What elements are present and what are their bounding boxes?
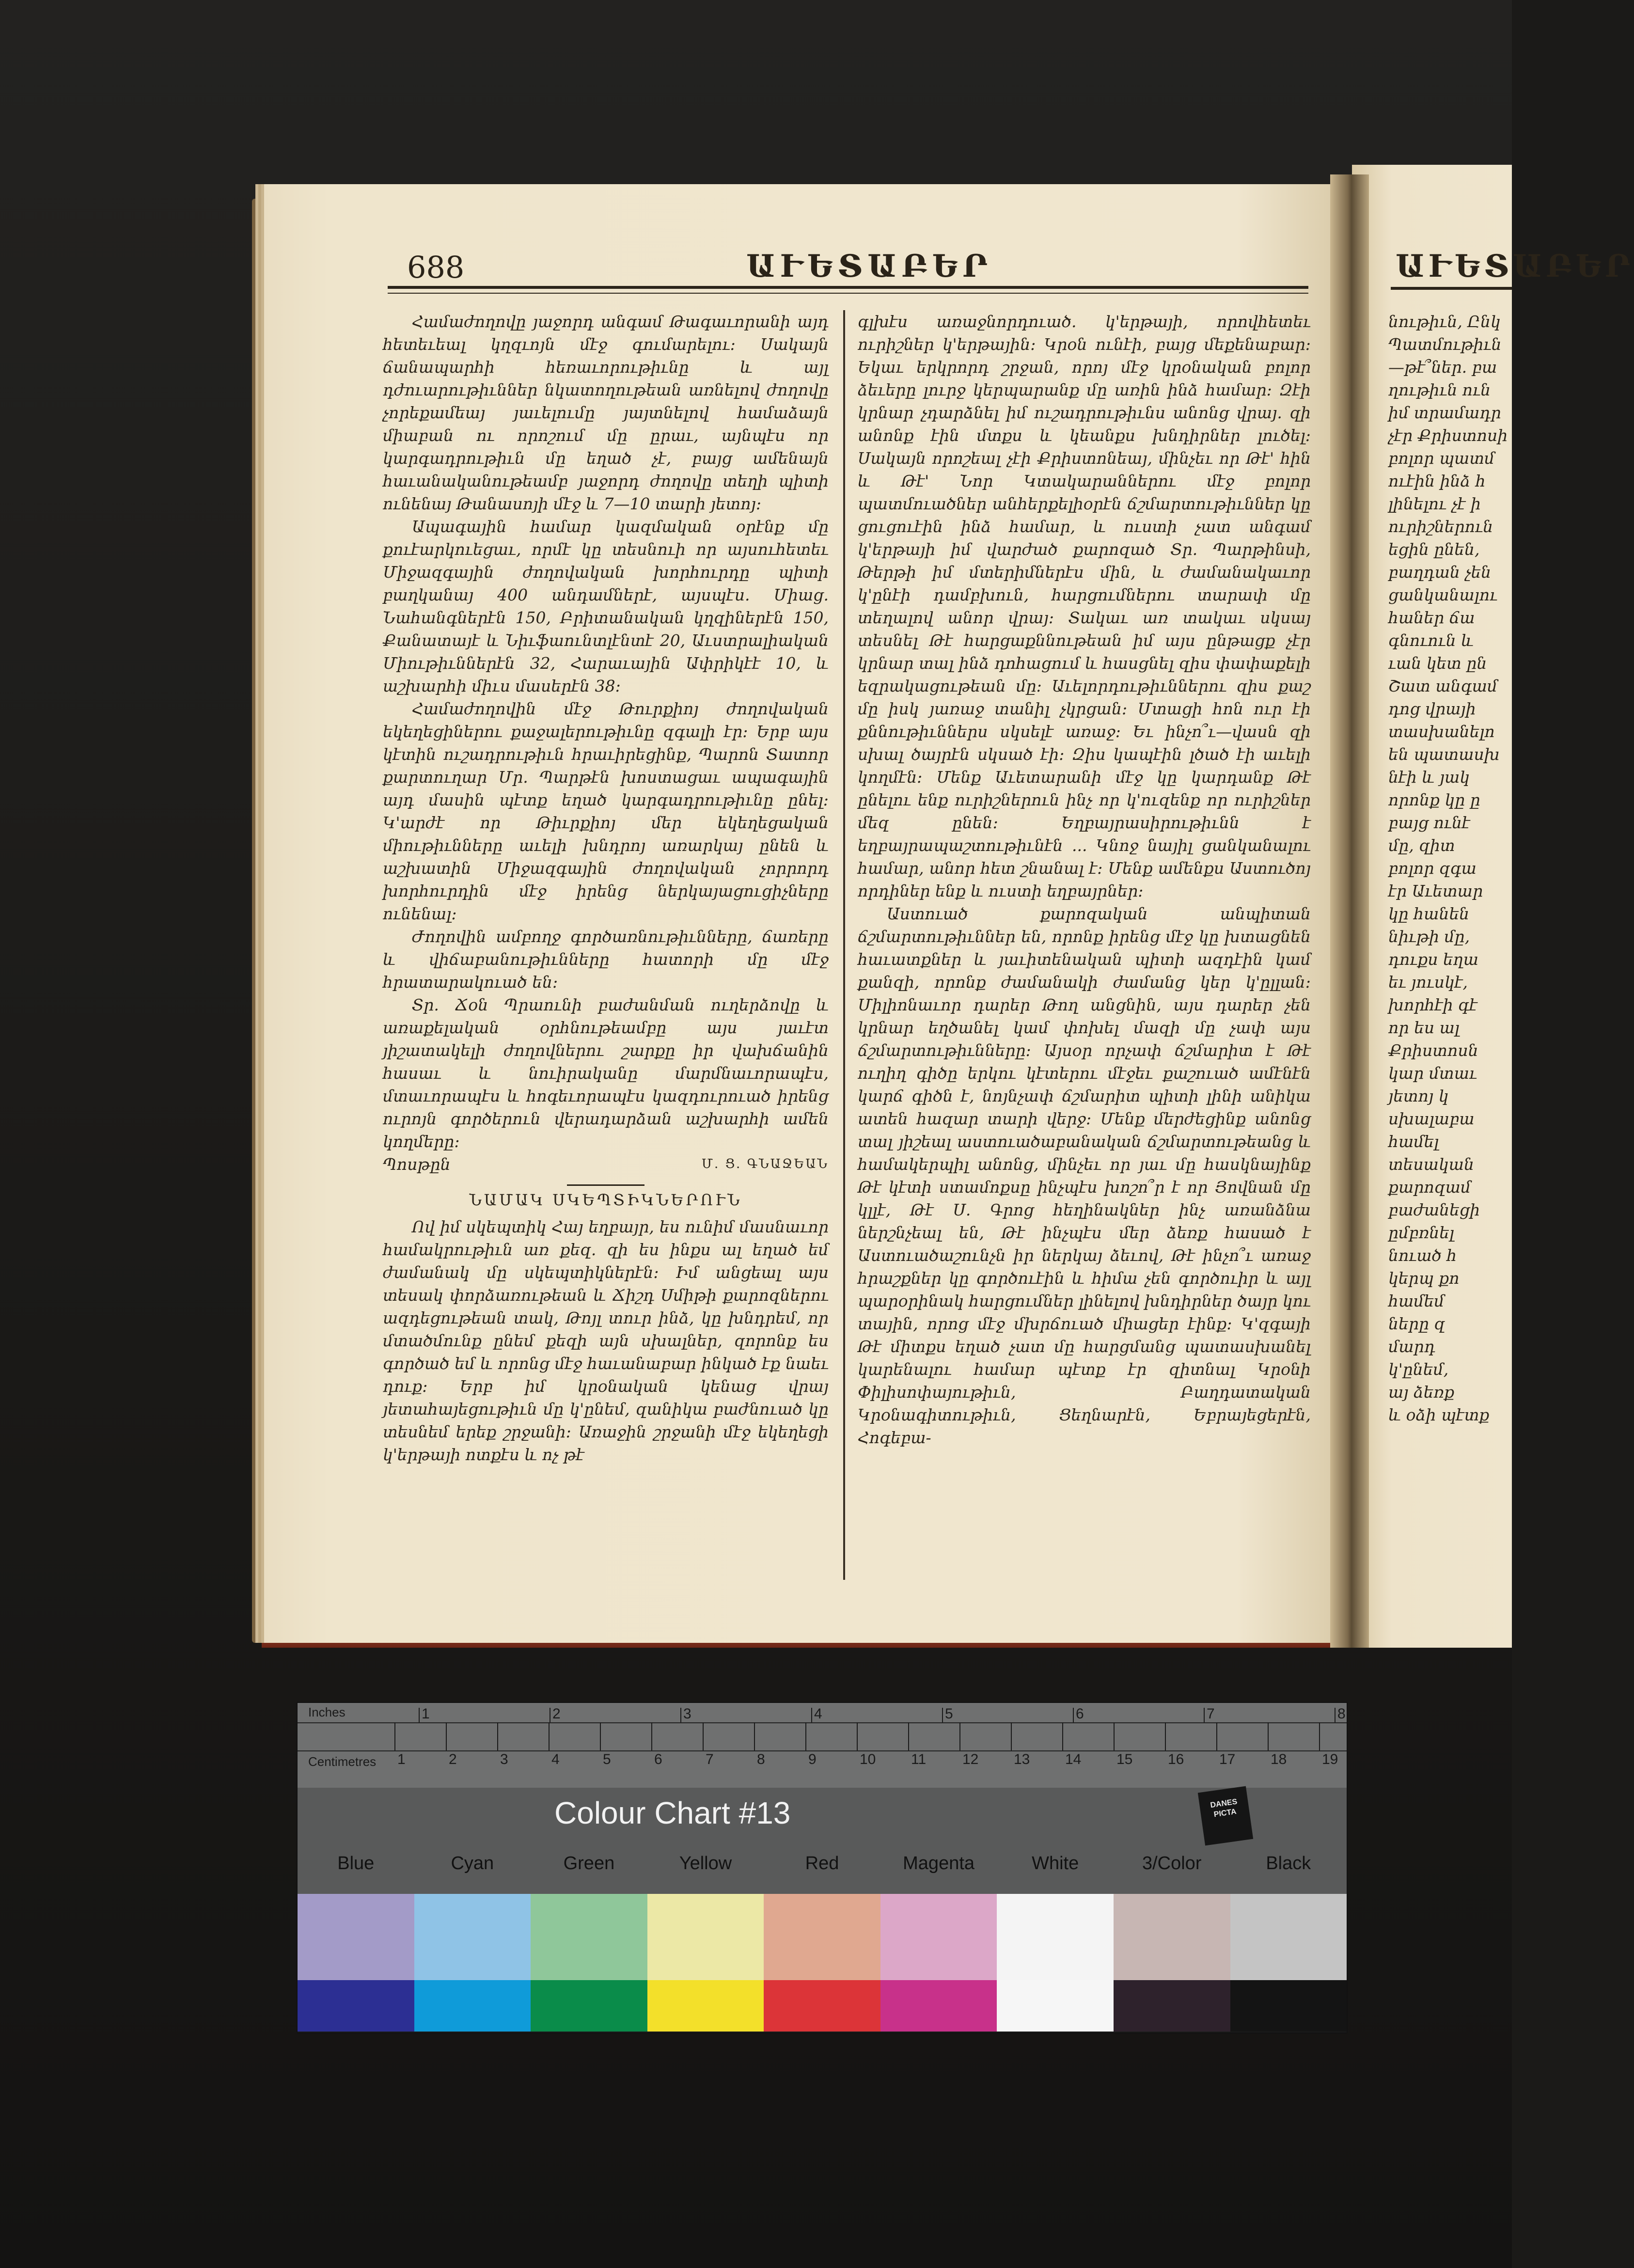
colour-swatch [531, 1894, 647, 1980]
cm-number: 3 [500, 1751, 508, 1767]
cm-tick [446, 1722, 447, 1750]
page-number: 688 [407, 250, 465, 285]
swatch-label: Blue [337, 1853, 375, 1874]
column-divider [843, 310, 845, 1580]
text-line: կար մտաւ [1388, 1064, 1477, 1083]
cm-tick [908, 1722, 909, 1750]
text-line: են պատասխ [1388, 745, 1500, 764]
text-line: դոց վրայի [1388, 699, 1476, 718]
inch-number: 6 [1076, 1706, 1084, 1722]
text-line: ները զ [1388, 1314, 1445, 1333]
cm-number: 5 [603, 1751, 611, 1767]
ruler-line [298, 1722, 1347, 1723]
cm-tick [805, 1722, 806, 1750]
text-line: խորհէի գէ [1388, 995, 1477, 1014]
text-line: դուքս եղա [1388, 950, 1479, 969]
inch-tick [1073, 1708, 1074, 1722]
colour-swatch [764, 1894, 880, 1980]
text-line: որ ես ալ [1388, 1018, 1460, 1037]
text-line: ըմբռնել [1388, 1223, 1455, 1242]
cm-tick [549, 1722, 550, 1750]
cm-tick [754, 1722, 755, 1750]
cm-number: 16 [1168, 1751, 1184, 1767]
colour-swatch [298, 1894, 414, 1980]
inch-number: 1 [422, 1706, 430, 1722]
text-line: բաղդան չեն [1388, 563, 1492, 582]
colour-swatch [764, 1980, 880, 2032]
swatch-label: Black [1266, 1853, 1311, 1874]
inch-tick [942, 1708, 943, 1722]
header-rule [388, 286, 1308, 294]
text-line: որոնք կը ը [1388, 790, 1480, 809]
colour-swatch [1114, 1894, 1230, 1980]
inch-number: 3 [683, 1706, 691, 1722]
cm-number: 1 [397, 1751, 406, 1767]
paragraph: Ով իմ սկեպտիկ Հայ եղբայր, ես ունիմ մասնաւոր համակրութիւն առ քեզ. զի ես ինքս ալ եղած եմ ժամանակ մը սկեպտիկներէն։ Իմ անցեալ այս տեսակ փորձառութեան և Ճիշդ Սմիթի քարոզներու ազդեցութեան տակ, Թոյլ տուր ինձ, կը խնդրեմ, որ մտածմունք ընեմ քեզի այն սխալներ, զորոնք ես գործած եմ և որոնց մէջ հաւանաբար ինկած էք նաեւ դուք։ Երբ իմ կրօնական կենաց վրայ յետահայեցութիւն մը կ'ընեմ, զանիկա բաժնուած կը տեսնեմ երեք շրջանի։ Առաջին շրջանի մէջ եկեղեցի կ'երթայի ոտքէս և ոչ թէ [383, 1217, 829, 1464]
paragraph: գլխէս առաջնորդուած. կ'երթայի, որովհետեւ ուրիշներ կ'երթային։ Կրօն ունէի, բայց մեքենաբար։ Եկաւ երկրորդ շրջան, որոյ մէջ կրօնական բոլոր ձեւերը լուրջ կերպարանք մը առին ինձ համար։ Զէի կրնար չդարձնել իմ ուշադրութիւնս անոնց վրայ. զի անոնք էին մտքս և կեանքս խնդիրներ լուծել։ Սակայն որոշեալ չէի Քրիստոնեայ, մինչեւ որ Թէ' հին և Թէ' Նոր Կտակարաններու մէջ բոլոր պատմուածներ անհերքելիօրէն ճշմարտութիւններ կը ցուցուէին ինձ համար, և ուստի չատ անգամ կ'երթայի իմ վարժած քարոզած Տր. Պարթինսի, Թերթի իմ մտերիմներէս մին, և ժամանակաւոր կ'ընէի դամբխուն, հարցումներու տարափ մը տեղալով անոր վրայ։ Տակաւ առ տակաւ սկսայ տեսնել Թէ հարցաքննութեան իմ այս ընթացք չէր կրնար տալ ինձ դոհացում և հասցնել զիս փափաքելի եզրակացութեան մը։ Աւելորդութիւններու զիս քաշ մը իսկ յառաջ տանիլ չկրցան։ Մտացի հոն ուր էի քննութիւններս սկսելէ առաջ։ Եւ ինչո՞ւ—վասն զի սխալ ծայրէն սկսած էի։ Զիս կապէին լծած էի աւելի կողմէն։ Մենք Աւետարանի մէջ կը կարդանք Թէ ընելու ենք ուրիշներուն ինչ որ կ'ուզենք որ ուրիշներ մեզ ընեն։ Եղբայրասիրութիւնն է եղբայրապաշտութիւնէն ... Կնոջ նայիլ ցանկանալու համար, անոր հետ շնանալ է։ Մենք ամենքս Աստուծոյ որդիներ ենք և ուստի եղբայրներ։ [858, 312, 1311, 900]
text-line: չէր Քրիստոսի [1388, 426, 1508, 445]
swatch-label: 3/Color [1142, 1853, 1202, 1874]
cm-number: 2 [449, 1751, 457, 1767]
cm-number: 9 [808, 1751, 817, 1767]
text-line: ուէին ինձ հ [1388, 472, 1486, 490]
text-line: Քրիստոսն [1388, 1041, 1478, 1060]
cm-number: 15 [1116, 1751, 1133, 1767]
swatch-row-dark [298, 1980, 1347, 2032]
colour-chart [297, 1702, 1348, 2033]
running-title: ԱՒԵՏԱԲԵՐ [746, 248, 992, 284]
inch-number: 7 [1207, 1706, 1215, 1722]
text-line: նութիւն, Ընկ [1388, 312, 1501, 331]
right-page-text-fragments [1388, 310, 1514, 1426]
cm-tick [1011, 1722, 1012, 1750]
text-line: բաժանեցի [1388, 1200, 1480, 1219]
book-gutter [1330, 174, 1369, 1648]
cm-number: 12 [962, 1751, 979, 1767]
text-line: կ'ընեմ, [1388, 1360, 1449, 1379]
chart-logo: DANES PICTA [1198, 1786, 1253, 1846]
cm-number: 17 [1219, 1751, 1236, 1767]
text-line: տասխանելո [1388, 722, 1495, 741]
text-line: էր Աւետար [1388, 882, 1483, 900]
paragraph: Ժողովին ամբողջ գործառնութիւնները, ճառերը և վիճաբանութիւնները հատորի մը մէջ հրատարակուած են։ [383, 927, 829, 992]
text-line: յետոյ կ [1388, 1087, 1449, 1105]
text-line: ւան կետ ըն [1388, 654, 1487, 673]
cm-tick [703, 1722, 704, 1750]
cm-number: 6 [654, 1751, 662, 1767]
inch-tick [680, 1708, 681, 1722]
left-text-column [383, 310, 829, 1466]
text-line: մը, զիտ [1388, 836, 1455, 855]
signature-place: Պոսթըն [383, 1155, 451, 1174]
text-line: սխալաբա [1388, 1109, 1475, 1128]
middle-text-column [858, 310, 1311, 1449]
text-line: Պատմութիւն [1388, 335, 1502, 354]
colour-swatch [880, 1894, 997, 1980]
inch-number: 4 [814, 1706, 822, 1722]
cm-number: 4 [551, 1751, 560, 1767]
text-line: —թէ՞ներ. բա [1388, 358, 1497, 377]
section-title: ՆԱՄԱԿ ՍԿԵՊՏԻԿՆԵՐՈՒՆ [469, 1191, 742, 1209]
text-line: բոլոր զգա [1388, 859, 1477, 878]
colour-swatch [997, 1980, 1114, 2032]
colour-swatch [414, 1980, 531, 2032]
colour-swatch [414, 1894, 531, 1980]
text-line: կերպ քո [1388, 1269, 1460, 1288]
cm-number: 8 [757, 1751, 765, 1767]
text-line: համել [1388, 1132, 1439, 1151]
inch-tick [419, 1708, 420, 1722]
signature [383, 1153, 829, 1176]
cm-number: 11 [911, 1751, 927, 1767]
paragraph: Աստուած քարոզական անպիտան ճշմարտութիւններ են, որոնք իրենց մէջ կը խտացնեն հաւատքներ և յաւիտենական պիտի ազդէին կամ քանզի, որոնք ժամանակի ժամանց կեր կ'ըլլան։ Միլիոնաւոր դարեր Թող անցնին, այս դարեր չեն կրնար եղծանել կամ փոխել մազի մը չափ այս ճշմարտութիւնները։ Այսօր որչափ ճշմարիտ է Թէ ուղիղ գիծը երկու կէտերու մէջեւ քաշուած ամէնէն կարճ գիծն է, նոյնչափ ճշմարիտ պիտի լինի անիկա ատեն հազար տարի վերջ։ Մենք մերժեցինք անոնց տալ յիշեալ աստուածաբանական ճշմարտութեանց և համակերպիլ անոնց, մինչեւ որ յաւ մը հասկնայինք Թէ կէտի ստամոքսը ինչպէս խոշո՞ր է որ Յովնան մը կլլէ, Թէ Ս. Գրոց հեղինակներ ինչ առանձնա ներշնչեալ են, Թէ ինչպէս մեր ձեռք հասած է Աստուածաշունչն իր ներկայ ձեւով, Թէ ինչո՞ւ առաջ հրաշքներ կը գործուէին և հիմա չեն գործուիր և այլ պարօրինակ հարցումներ լինելով խնդիրներ ծայր կու տային, որոց մէջ մխրճուած միացեր էինք։ Կ'զգայի Թէ միտքս եղած չատ մը հարցմանց պատասխանել կարենալու համար պէտք էր զիտնալ Կրօնի Փիլիսոփայութիւն, Բաղդատական Կրօնագիտութիւն, Ցեղնարէն, Եբրայեցերէն, Հոգեբա- [858, 904, 1311, 1447]
text-line: ուրիշներուն [1388, 517, 1493, 536]
text-line: տեսական [1388, 1155, 1474, 1174]
paragraph: Համաժողովին մէջ Թուրքիոյ ժողովական եկեղեցիներու քաջալերութիւնը զգալի էր։ Երբ այս կէտին ուշադրութիւն հրաւիրեցինք, Պարոն Տատոր քարտուղար Մր. Պարթէն խոստացաւ ապագային այդ մասին պէտք եղած կարգադրութիւնը ընել։ Կ'արժէ որ Թիւրքիոյ մեր եկեղեցական միութիւնները աւելի խնդրոյ առարկայ ընեն և աշխատին Միջազգային ժողովական չորրորդ խորհուրդին մէջ իրենց ներկայացուցիչները ունենալ։ [383, 699, 829, 923]
swatch-label: Green [563, 1853, 615, 1874]
cm-tick [1114, 1722, 1115, 1750]
text-line: բայց ունէ [1388, 813, 1470, 832]
inch-tick [811, 1708, 812, 1722]
swatch-label: Cyan [451, 1853, 494, 1874]
inch-number: 2 [552, 1706, 561, 1722]
inch-tick [1204, 1708, 1205, 1722]
colour-swatch [880, 1980, 997, 2032]
text-line: լինելու չէ ի [1388, 494, 1481, 513]
cm-tick [1319, 1722, 1320, 1750]
text-line: և օձի պէտք [1388, 1405, 1490, 1424]
text-line: այ ձեռք [1388, 1383, 1455, 1402]
cm-tick [959, 1722, 960, 1750]
text-line: գնուուն և [1388, 631, 1474, 650]
colour-swatch [997, 1894, 1114, 1980]
colour-swatch [531, 1980, 647, 2032]
paragraph: Համաժողովը յաջորդ անգամ Թագաւորանի այդ հետեւեալ կղզւոյն մէջ գումարելու։ Սակայն ճանապարհի հեռաւորութիւնը և այլ դժուարութիւններ նկատողութեան առնելով ժողովը չորեքամեայ յաւելումը յայտնելով համաձայն միաբան ու որոշում մը ըրաւ, այնպէս որ կարգադրութիւն մը եղած չէ, բայց ամենայն հաւանականութեամբ յաջորդ ժողովը տեղի պիտի ունենայ Թանասոյի մէջ և 7—10 տարի յետոյ։ [383, 312, 829, 513]
swatch-row-light [298, 1894, 1347, 1980]
paragraph: Ապագային համար կազմական օրէնք մը քուէարկուեցաւ, որմէ կը տեսնուի որ այսուհետեւ Միջազգային ժողովական խորհուրդը պիտի բաղկանայ 400 անդամներէ, այսպէս. Միաց. Նահանգներէն 150, Բրիտանական կղզիներէն 150, Քանատայէ և Նիւֆաունտլէնտէ 20, Աւստրալիական Միութիւններէն 32, Հարաւային Ափրիկէէ 10, և աշխարհի միւս մասերէն 38։ [383, 517, 829, 695]
right-page-running-title: ԱՒԵՏԱԲԵՐ [1396, 248, 1634, 284]
text-line: եցին ընեն, [1388, 540, 1480, 559]
cm-tick [394, 1722, 395, 1750]
paragraph: Տր. Ճօն Պրաունի բաժանման ուղերձովը և առաքելական օրհնութեամբը այս յաւէտ յիշատակելի ժողովներու շարքը իր վախճանին հասաւ և նուիրականը մարմնաւորապէս, մտաւորապէս և հոգեւորապէս կազդուրուած իրենց ուրոյն գործերուն վերադարձան աշխարհի ամեն կողմերը։ [383, 995, 829, 1151]
colour-swatch [1230, 1894, 1347, 1980]
colour-swatch [298, 1980, 414, 2032]
swatch-label: White [1032, 1853, 1079, 1874]
cm-tick [600, 1722, 601, 1750]
text-line: ղութիւն ուն [1388, 380, 1491, 399]
signature-author: Մ. Ց. ԳՆԱՋԵԱՆ [701, 1157, 829, 1171]
colour-swatch [1114, 1980, 1230, 2032]
text-line: մարդ [1388, 1337, 1435, 1356]
text-line: կը հանեն [1388, 904, 1470, 923]
cm-number: 18 [1271, 1751, 1287, 1767]
cm-tick [497, 1722, 498, 1750]
text-line: ցանկանալու [1388, 585, 1498, 604]
colour-swatch [647, 1980, 764, 2032]
cm-tick [1165, 1722, 1166, 1750]
swatch-label: Red [805, 1853, 839, 1874]
text-line: եւ յուսկէ, [1388, 973, 1468, 992]
colour-swatch [647, 1894, 764, 1980]
swatch-labels [298, 1853, 1347, 1874]
inches-label: Inches [308, 1705, 346, 1719]
cm-number: 13 [1014, 1751, 1030, 1767]
text-line: հաներ ճա [1388, 608, 1475, 627]
cm-tick [857, 1722, 858, 1750]
text-line: նիւթի մը, [1388, 927, 1470, 946]
text-line: քարոզամ [1388, 1178, 1471, 1197]
text-line: նուած հ [1388, 1246, 1457, 1265]
right-header-rule [1391, 287, 1512, 290]
swatch-label: Yellow [679, 1853, 732, 1874]
text-line: իմ տրամադր [1388, 403, 1501, 422]
centimetres-label: Centimetres [308, 1754, 377, 1769]
text-line: բոլոր պատմ [1388, 449, 1495, 468]
section-divider [567, 1184, 644, 1186]
cm-tick [1062, 1722, 1063, 1750]
cm-tick [651, 1722, 652, 1750]
cm-tick [1268, 1722, 1269, 1750]
ruler [298, 1703, 1347, 1788]
chart-title: Colour Chart #13 [554, 1796, 791, 1830]
chart-label-band [298, 1788, 1347, 1894]
colour-swatch [1230, 1980, 1347, 2032]
inch-number: 5 [945, 1706, 953, 1722]
cm-number: 7 [706, 1751, 714, 1767]
text-line: համեմ [1388, 1292, 1445, 1310]
text-line: նէի և յակ [1388, 768, 1470, 787]
inch-number: 8 [1337, 1706, 1346, 1722]
cm-number: 19 [1322, 1751, 1338, 1767]
cm-tick [1216, 1722, 1217, 1750]
cm-number: 10 [860, 1751, 876, 1767]
text-line: Շատ անգամ [1388, 677, 1498, 695]
cm-number: 14 [1065, 1751, 1082, 1767]
swatch-label: Magenta [903, 1853, 975, 1874]
